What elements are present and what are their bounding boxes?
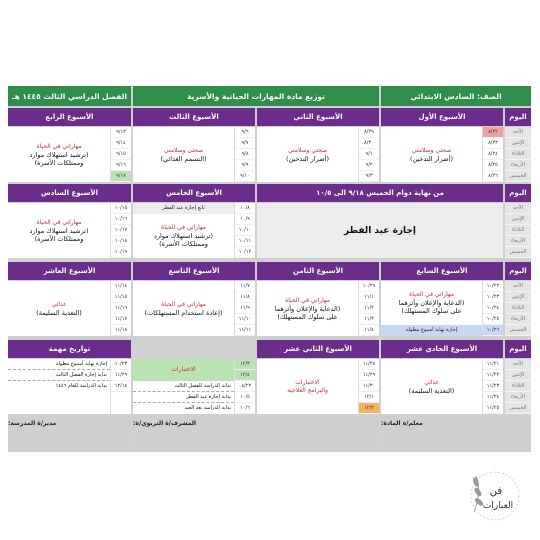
day-monday: الإثنين [505,214,531,225]
date: ١٠/٦ [235,403,255,414]
lesson-title: (التسمم الغذائي) [160,154,207,163]
week6-bar: الأسبوع السادس [8,184,131,202]
date: ١١/١٤ [111,281,131,292]
day-tuesday: الثلاثاء [505,149,531,160]
note-term-start: بداية الدراسة للفصل الثالث [133,381,234,392]
brand-logo [462,462,528,530]
week10-panel [8,281,131,336]
week12-lesson [257,359,358,414]
week12-dates [358,359,379,414]
date: ٩/٩ [235,160,255,171]
date: ١١/٢ [359,303,379,314]
date: ٩/١ [359,149,379,160]
date: ٨/٢٩ [359,127,379,138]
date: ١٢/٢ [359,403,379,414]
date: ٩/١٣ [111,127,131,138]
plan-sheet [8,86,531,452]
unit-title: صحتي وسلامتي [163,146,204,154]
lesson-title-cont: وممتلكات الأسرة) [34,234,84,243]
holiday-panel [257,203,503,258]
day-wednesday: الأربعاء [505,392,531,403]
week5-dates [234,203,255,258]
day-thursday: الخميس [505,325,531,336]
note-long-weekend: إجازة نهاية أسبوع مطولة [8,359,110,370]
unit-title: مهاراتي في الحياة [36,218,82,226]
date: ١١/١٨ [111,325,131,336]
date: ١٠/٢٩ [359,281,379,292]
lesson-title-cont: وممتلكات الأسرة) [34,158,84,167]
date: ١٢/٤ [235,370,255,381]
exams-label: الاختبارات [171,366,196,373]
date: ١١/١١ [235,325,255,336]
week8-lesson [257,281,358,336]
lesson-title-cont: على سلوك المستهلك) [277,312,338,321]
date: ١١/١٠ [235,314,255,325]
date: ١١/٣ [359,314,379,325]
date: ١٠/٢٥ [483,314,503,325]
date: ٩/٨ [235,149,255,160]
day-header: اليوم [505,184,531,202]
date: ١٠/١٩ [111,247,131,258]
lesson-title: (إعادة استخدام المستهلكات) [144,308,223,317]
lesson-title: (التغذية السليمة) [36,308,82,317]
date: ١٠/٢٢ [483,281,503,292]
exams-title: الاختبارات [295,378,320,386]
week11-panel [381,359,503,414]
date: ١٢/٣ [235,359,255,370]
week7-lesson [381,281,482,325]
lesson-title: (التغذية السليمة) [408,386,455,395]
unit-title: غذائي [424,378,439,386]
day-list [505,359,531,414]
important-panel [8,359,131,414]
day-header: اليوم [505,262,531,280]
date: ١٢/١ [359,392,379,403]
unit-title: مهاراتي في الحياة [409,291,454,298]
week7-dates [482,281,503,336]
week9-dates [234,281,255,336]
date: ١١/٢١ [483,359,503,370]
date: ١٠/١٨ [111,236,131,247]
important-dates-bar: تواريخ مهمة [8,340,131,358]
date: ٩/١٧ [111,171,131,182]
date: ١٢/١٤ [111,381,131,392]
day-monday: الإثنين [505,370,531,381]
week12-panel [257,359,379,414]
date: ١٠/٨ [235,203,255,214]
unit-title: مهاراتي في الحياة [161,224,206,231]
principal-signature: مدير/ة المدرسة: [8,416,131,452]
date: ٠٨/٢٢ [235,381,255,392]
week8-panel [257,281,379,336]
day-sunday: الأحد [505,203,531,214]
date: ١٠/٥ [235,392,255,403]
date: ١١/١٦ [111,303,131,314]
date: ١١/٢٨ [359,359,379,370]
week3-panel [133,127,255,182]
date: ٩/١٠ [235,171,255,182]
day-wednesday: الأربعاء [505,160,531,171]
week11-lesson [381,359,482,414]
day-thursday: الخميس [505,171,531,182]
week7-panel [381,281,503,336]
week1-panel [381,127,503,182]
leaf-wreath-icon [462,462,528,530]
week1-dates [482,127,503,182]
week5-panel [133,203,255,258]
note-after-eid: بداية الدراسة بعد العيد [184,405,231,411]
holiday-banner: من نهاية دوام الخميس ٩/١٨ الى ١٠/٥ [257,184,503,202]
week2-bar: الأسبوع الثاني [257,108,379,126]
remedial-title: والبرامج العلاجية [287,386,328,394]
week9-bar: الأسبوع التاسع [133,262,255,280]
exams-panel [133,359,255,414]
date: ١١/٢٥ [483,403,503,414]
day-thursday: الخميس [505,247,531,258]
date: ١١/٢٩ [359,370,379,381]
date: ١٠/١٠ [235,225,255,236]
date: ١١/٩ [235,303,255,314]
date: ١١/٨ [235,292,255,303]
week4-bar: الأسبوع الرابع [8,108,131,126]
week3-lesson [133,127,234,182]
date: ٩/١٥ [111,149,131,160]
date: ٨/٢٥ [483,160,503,171]
date: ٩/٣ [359,171,379,182]
week6-panel [8,203,131,258]
date: ١١/٢٣ [483,381,503,392]
day-tuesday: الثلاثاء [505,381,531,392]
date: ١٠/٩ [235,214,255,225]
date: ٩/١٤ [111,138,131,149]
week1-bar: الأسبوع الأول [381,108,503,126]
exams-bar [133,340,255,358]
date: ٩/١٦ [111,160,131,171]
lesson-title: (ترشيد استهلاك موارد [154,232,214,240]
date: ١١/٢٢ [483,370,503,381]
date: ١١/٢٩ [111,370,131,381]
date: ١٠/١٧ [111,225,131,236]
day-monday: الإثنين [505,138,531,149]
week3-bar: الأسبوع الثالث [133,108,255,126]
unit-title: مهاراتي في الحياة [285,296,330,304]
week2-dates [358,127,379,182]
date: ١٠/١٦ [111,214,131,225]
date: ٨/٢٦ [483,171,503,182]
day-wednesday: الأربعاء [505,236,531,247]
week9-lesson [133,281,234,336]
lesson-title-cont: على سلوك المستهلك) [401,307,462,315]
week8-bar: الأسبوع الثامن [257,262,379,280]
day-tuesday: الثلاثاء [505,303,531,314]
important-notes [8,359,110,414]
lesson-title: (ترشيد استهلاك موارد [29,150,89,159]
logo-text-bottom: العبارات [482,501,514,511]
date: ٨/٢٤ [483,149,503,160]
date: ١١/١٥ [111,292,131,303]
week10-lesson [8,281,110,336]
note-eid-start: بداية إجازة عيد الفطر [133,392,234,403]
week4-lesson [8,127,110,182]
lesson-title: (أضرار التدخين) [285,154,330,163]
day-header: اليوم [505,108,531,126]
date: ١٠/٢٦ [483,325,503,336]
supervisor-signature: المشرف/ة التربوي/ة: [133,416,379,452]
week10-dates [110,281,131,336]
day-list [505,203,531,258]
lesson-title: (أضرار التدخين) [409,154,454,163]
date: ١١/٢٤ [483,392,503,403]
date: ٨/٢٢ [483,127,503,138]
note-term-holiday: بداية إجازة الفصل الثالث [8,370,110,381]
day-monday: الإثنين [505,292,531,303]
week11-dates [482,359,503,414]
unit-title: صحتي وسلامتي [287,146,328,154]
week4-panel [8,127,131,182]
unit-title: صحتي وسلامتي [411,146,452,154]
week5-lesson [133,214,234,258]
day-header: اليوم [505,340,531,358]
title-header: توزيع مادة المهارات الحياتية والأسرية [133,86,379,106]
logo-text-top: فن [489,486,503,497]
week8-dates [358,281,379,336]
exams-notes [133,359,234,414]
unit-title: مهاراتي في الحياة [161,300,206,308]
date: ١٠/١٢ [235,247,255,258]
week2-lesson [257,127,358,182]
day-sunday: الأحد [505,281,531,292]
teacher-signature: معلم/ة المادة: [381,416,531,452]
date: ٩/٢ [359,160,379,171]
term-header: الفصل الدراسي الثالث ١٤٤٥ هـ [8,86,131,106]
lesson-title-cont: وممتلكات الأسرة) [159,240,208,248]
day-list [505,127,531,182]
week3-dates [234,127,255,182]
lesson-title: (ترشيد استهلاك موارد [29,226,89,235]
date: ١٠/١١ [235,236,255,247]
date: ١١/١ [359,292,379,303]
holiday-text: إجازة عيد الفطر [343,225,417,236]
date: ١٠/٢٣ [483,292,503,303]
date: ٨/٣٠ [359,138,379,149]
exams-highlight [133,359,234,381]
important-dates [110,359,131,414]
week1-lesson [381,127,482,182]
week6-lesson [8,203,110,258]
date: ١١/٤ [359,325,379,336]
date: ١٠/٢٣ [111,359,131,370]
date: ٩/٦ [235,127,255,138]
lesson-title: (الدعاية والإعلان وأثرهما [274,304,341,313]
week11-bar: الأسبوع الحادي عشر [381,340,503,358]
date: ١١/٣٠ [359,381,379,392]
date: ١١/٧ [235,281,255,292]
unit-title: مهاراتي في الحياة [36,142,82,150]
week9-panel [133,281,255,336]
unit-title: غذائي [51,300,67,308]
week2-panel [257,127,379,182]
day-wednesday: الأربعاء [505,314,531,325]
week4-dates [110,127,131,182]
week10-bar: الأسبوع العاشر [8,262,131,280]
day-tuesday: الثلاثاء [505,225,531,236]
week5-bar: الأسبوع الخامس [133,184,255,202]
day-thursday: الخميس [505,403,531,414]
lesson-title: (الدعاية والإعلان وأثرهما [398,299,465,307]
date: ١٠/١٥ [111,203,131,214]
week12-bar: الأسبوع الثاني عشر [257,340,379,358]
date: ١١/١٧ [111,314,131,325]
date: ١٠/٢٤ [483,303,503,314]
date: ٨/٢٣ [483,138,503,149]
exams-dates [234,359,255,414]
grade-header: الصف: السادس الابتدائي [381,86,531,106]
day-list [505,281,531,336]
long-weekend-note: إجازة نهاية أسبوع مطولة [381,325,482,336]
day-sunday: الأحد [505,127,531,138]
week6-dates [110,203,131,258]
date: ٩/٧ [235,138,255,149]
week7-bar: الأسبوع السابع [381,262,503,280]
note-next-year: بداية الدراسة للعام ١٤٤٦ [55,383,107,389]
holiday-continued-note: تابع إجازة عيد الفطر [133,203,234,214]
day-sunday: الأحد [505,359,531,370]
